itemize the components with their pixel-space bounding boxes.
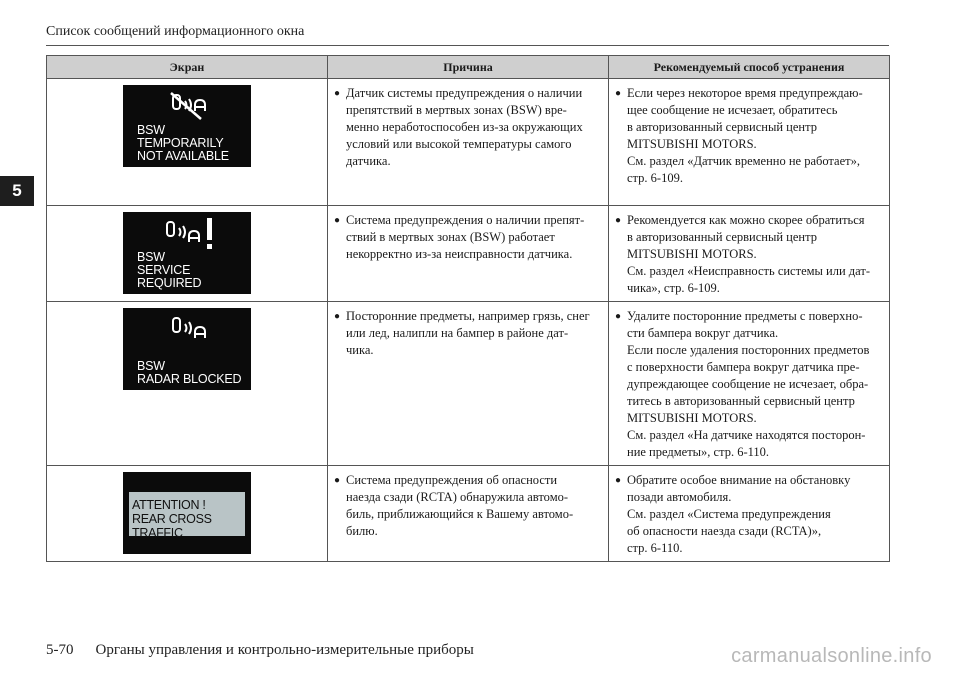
- display-line: REAR CROSS TRAFFIC: [132, 512, 212, 540]
- watermark: carmanualsonline.info: [731, 645, 932, 667]
- display-bsw-radar-blocked: [123, 308, 251, 390]
- display-line: BSW: [137, 250, 165, 264]
- bsw-warning-icon: [163, 216, 225, 252]
- table-header-row: [47, 56, 890, 79]
- screen-cell: [47, 206, 328, 302]
- cause-cell: [328, 466, 609, 562]
- column-header-cause: Причина: [328, 56, 609, 79]
- bullet-icon: ●: [615, 215, 622, 226]
- display-line: BSW: [137, 123, 165, 137]
- display-line: NOT AVAILABLE: [137, 149, 229, 163]
- bsw-disabled-icon: [167, 91, 211, 121]
- column-header-screen: Экран: [47, 56, 328, 79]
- table-row: [47, 466, 890, 562]
- page-number: 5-70: [46, 642, 74, 658]
- display-bsw-temporarily-unavailable: [123, 85, 251, 167]
- column-header-remedy: Рекомендуемый способ устранения: [609, 56, 890, 79]
- header-rule: [46, 45, 889, 46]
- cause-text: Система предупреждения об опасности наезда сзади (RCTA) обнаружила автомо- биль, приближающийся к Вашему автомо- билю.: [346, 473, 574, 538]
- bullet-icon: ●: [334, 311, 341, 322]
- remedy-cell: [609, 206, 890, 302]
- bullet-icon: ●: [334, 475, 341, 486]
- cause-text: Система предупреждения о наличии препят- ствий в мертвых зонах (BSW) работает некорректно из-за неисправности датчика.: [346, 213, 585, 261]
- cause-text: Датчик системы предупреждения о наличии препятствий в мертвых зонах (BSW) вре- менно неработоспособен из-за окружающих условий или высокой температуры самого датчика.: [346, 86, 583, 168]
- display-rear-cross-traffic: [123, 472, 251, 554]
- remedy-text: Удалите посторонние предметы с поверхно- сти бампера вокруг датчика. Если после удаления посторонних предметов с поверхности бампера вокруг датчика пре- дупреждающее сообщение не исчезает, обра- титесь в авторизованный сервисный центр MITSUBISHI MOTORS. См. раздел «На датчике находятся посторон- ние предметы», стр. 6-110.: [627, 309, 870, 459]
- cause-text: Посторонние предметы, например грязь, снег или лед, налипли на бампер в районе дат- чика.: [346, 309, 590, 357]
- page-header-title: Список сообщений информационного окна: [46, 24, 305, 39]
- table-row: [47, 302, 890, 466]
- message-table: [46, 55, 890, 562]
- screen-cell: [47, 302, 328, 466]
- display-line: RADAR BLOCKED: [137, 372, 242, 386]
- bullet-icon: ●: [615, 88, 622, 99]
- remedy-text: Если через некоторое время предупреждаю- щее сообщение не исчезает, обратитесь в авторизованный сервисный центр MITSUBISHI MOTORS. См. раздел «Датчик временно не работает», стр. 6-109.: [627, 86, 863, 185]
- bullet-icon: ●: [615, 475, 622, 486]
- display-bsw-service-required: [123, 212, 251, 294]
- cause-cell: [328, 302, 609, 466]
- cause-cell: [328, 79, 609, 206]
- bullet-icon: ●: [334, 215, 341, 226]
- table-row: [47, 79, 890, 206]
- remedy-cell: [609, 466, 890, 562]
- remedy-cell: [609, 79, 890, 206]
- remedy-cell: [609, 302, 890, 466]
- remedy-text: Обратите особое внимание на обстановку позади автомобиля. См. раздел «Система предупреждения об опасности наезда сзади (RCTA)», стр. 6-110.: [627, 473, 851, 555]
- screen-cell: [47, 79, 328, 206]
- display-line: TEMPORARILY: [137, 136, 224, 150]
- bullet-icon: ●: [334, 88, 341, 99]
- cause-cell: [328, 206, 609, 302]
- display-panel: [129, 492, 245, 540]
- table-row: [47, 206, 890, 302]
- screen-cell: [47, 466, 328, 562]
- display-line: BSW: [137, 359, 165, 373]
- chapter-tab: 5: [0, 176, 34, 206]
- bsw-sensor-icon: [169, 314, 213, 346]
- display-line: ATTENTION !: [132, 498, 206, 512]
- footer-section-title: Органы управления и контрольно-измерительные приборы: [95, 642, 474, 658]
- bullet-icon: ●: [615, 311, 622, 322]
- display-line: SERVICE REQUIRED: [137, 263, 202, 290]
- page-footer: [46, 642, 474, 659]
- remedy-text: Рекомендуется как можно скорее обратиться в авторизованный сервисный центр MITSUBISHI MOTORS. См. раздел «Неисправность системы или дат- чика», стр. 6-109.: [627, 213, 870, 295]
